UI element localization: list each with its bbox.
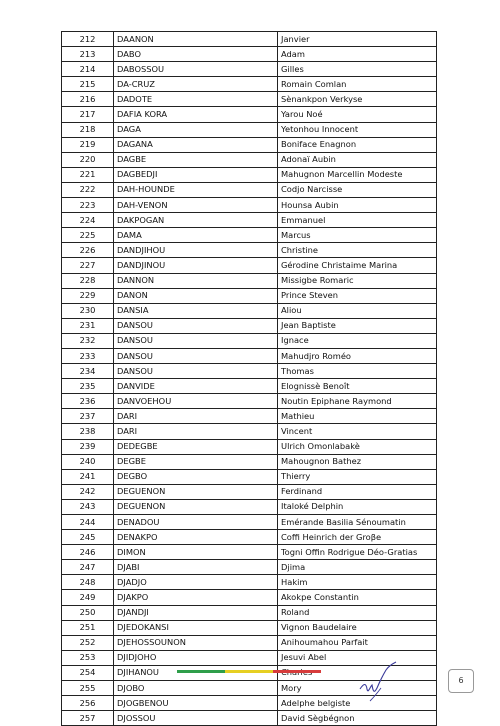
first-names: Aliou bbox=[278, 303, 437, 318]
table-row bbox=[62, 182, 437, 197]
first-names: Prince Steven bbox=[278, 288, 437, 303]
table-row bbox=[62, 394, 437, 409]
row-number: 222 bbox=[62, 182, 114, 197]
table-row bbox=[62, 469, 437, 484]
flag-stripe-yellow bbox=[225, 670, 273, 673]
table-row bbox=[62, 303, 437, 318]
row-number: 246 bbox=[62, 545, 114, 560]
first-names: Missigbe Romaric bbox=[278, 273, 437, 288]
first-names: Mahugnon Marcellin Modeste bbox=[278, 167, 437, 182]
table-row bbox=[62, 560, 437, 575]
first-names: Hakim bbox=[278, 575, 437, 590]
table-row bbox=[62, 454, 437, 469]
row-number: 219 bbox=[62, 137, 114, 152]
first-names: Djima bbox=[278, 560, 437, 575]
table-row bbox=[62, 288, 437, 303]
last-name: DJEDOKANSI bbox=[114, 620, 278, 635]
last-name: DJEHOSSOUNON bbox=[114, 635, 278, 650]
first-names: Mahudjro Roméo bbox=[278, 348, 437, 363]
row-number: 250 bbox=[62, 605, 114, 620]
last-name: DEDEGBE bbox=[114, 439, 278, 454]
table-row bbox=[62, 273, 437, 288]
row-number: 231 bbox=[62, 318, 114, 333]
last-name: DAGA bbox=[114, 122, 278, 137]
row-number: 233 bbox=[62, 348, 114, 363]
row-number: 236 bbox=[62, 394, 114, 409]
table-row bbox=[62, 575, 437, 590]
flag-stripe-green bbox=[177, 670, 225, 673]
row-number: 251 bbox=[62, 620, 114, 635]
row-number: 238 bbox=[62, 424, 114, 439]
first-names: Marcus bbox=[278, 228, 437, 243]
row-number: 241 bbox=[62, 469, 114, 484]
row-number: 229 bbox=[62, 288, 114, 303]
row-number: 247 bbox=[62, 560, 114, 575]
first-names: Jesuvi Abel bbox=[278, 650, 437, 665]
last-name: DANSOU bbox=[114, 318, 278, 333]
table-row bbox=[62, 122, 437, 137]
row-number: 244 bbox=[62, 515, 114, 530]
first-names: Adonaï Aubin bbox=[278, 152, 437, 167]
first-names: Romain Comlan bbox=[278, 77, 437, 92]
row-number: 249 bbox=[62, 590, 114, 605]
last-name: DADOTE bbox=[114, 92, 278, 107]
row-number: 254 bbox=[62, 665, 114, 680]
row-number: 237 bbox=[62, 409, 114, 424]
row-number: 226 bbox=[62, 243, 114, 258]
table-row bbox=[62, 318, 437, 333]
table-row bbox=[62, 530, 437, 545]
table-row bbox=[62, 484, 437, 499]
row-number: 221 bbox=[62, 167, 114, 182]
last-name: DABOSSOU bbox=[114, 62, 278, 77]
last-name: DAGBE bbox=[114, 152, 278, 167]
first-names: Yarou Noé bbox=[278, 107, 437, 122]
last-name: DENAKPO bbox=[114, 530, 278, 545]
last-name: DJANDJI bbox=[114, 605, 278, 620]
first-names: Adam bbox=[278, 47, 437, 62]
first-names: Mathieu bbox=[278, 409, 437, 424]
table-row bbox=[62, 62, 437, 77]
table-row bbox=[62, 137, 437, 152]
row-number: 243 bbox=[62, 499, 114, 514]
row-number: 218 bbox=[62, 122, 114, 137]
first-names: Mory bbox=[278, 681, 437, 696]
row-number: 220 bbox=[62, 152, 114, 167]
last-name: DANDJINOU bbox=[114, 258, 278, 273]
first-names: Togni Offin Rodrigue Déo-Gratias bbox=[278, 545, 437, 560]
row-number: 235 bbox=[62, 379, 114, 394]
table-row bbox=[62, 439, 437, 454]
last-name: DAKPOGAN bbox=[114, 213, 278, 228]
first-names: Akokpe Constantin bbox=[278, 590, 437, 605]
first-names: Sènankpon Verkyse bbox=[278, 92, 437, 107]
last-name: DANDJIHOU bbox=[114, 243, 278, 258]
first-names: Adelphe belgiste bbox=[278, 696, 437, 711]
first-names: Janvier bbox=[278, 32, 437, 47]
table-row bbox=[62, 499, 437, 514]
last-name: DENADOU bbox=[114, 515, 278, 530]
table-row bbox=[62, 348, 437, 363]
first-names: Elognissè Benoît bbox=[278, 379, 437, 394]
first-names: Coffi Heinrich der Groβe bbox=[278, 530, 437, 545]
table-row bbox=[62, 379, 437, 394]
last-name: DJAKPO bbox=[114, 590, 278, 605]
table-row bbox=[62, 47, 437, 62]
table-row bbox=[62, 213, 437, 228]
first-names: Codjo Narcisse bbox=[278, 182, 437, 197]
first-names: Yetonhou Innocent bbox=[278, 122, 437, 137]
first-names: Jean Baptiste bbox=[278, 318, 437, 333]
table-row bbox=[62, 409, 437, 424]
first-names: Noutin Epiphane Raymond bbox=[278, 394, 437, 409]
row-number: 257 bbox=[62, 711, 114, 726]
table-row bbox=[62, 605, 437, 620]
table-row bbox=[62, 545, 437, 560]
first-names: Mahougnon Bathez bbox=[278, 454, 437, 469]
last-name: DJOGBENOU bbox=[114, 696, 278, 711]
first-names: Ignace bbox=[278, 333, 437, 348]
last-name: DJABI bbox=[114, 560, 278, 575]
last-name: DAFIA KORA bbox=[114, 107, 278, 122]
last-name: DJOSSOU bbox=[114, 711, 278, 726]
table-row bbox=[62, 167, 437, 182]
table-row bbox=[62, 635, 437, 650]
row-number: 217 bbox=[62, 107, 114, 122]
page-number: 6 bbox=[448, 669, 474, 693]
first-names: Christine bbox=[278, 243, 437, 258]
table-row bbox=[62, 152, 437, 167]
table-row bbox=[62, 620, 437, 635]
last-name: DANVIDE bbox=[114, 379, 278, 394]
last-name: DANSOU bbox=[114, 333, 278, 348]
row-number: 252 bbox=[62, 635, 114, 650]
first-names: Roland bbox=[278, 605, 437, 620]
row-number: 242 bbox=[62, 484, 114, 499]
row-number: 215 bbox=[62, 77, 114, 92]
last-name: DANVOEHOU bbox=[114, 394, 278, 409]
last-name: DEGUENON bbox=[114, 484, 278, 499]
last-name: DJIHANOU bbox=[114, 665, 278, 680]
row-number: 234 bbox=[62, 364, 114, 379]
row-number: 214 bbox=[62, 62, 114, 77]
row-number: 256 bbox=[62, 696, 114, 711]
flag-stripe-red bbox=[273, 670, 321, 673]
table-row bbox=[62, 92, 437, 107]
first-names: Vincent bbox=[278, 424, 437, 439]
table-row bbox=[62, 228, 437, 243]
table-row bbox=[62, 711, 437, 726]
last-name: DAH-VENON bbox=[114, 198, 278, 213]
row-number: 212 bbox=[62, 32, 114, 47]
row-number: 248 bbox=[62, 575, 114, 590]
first-names: David Sègbégnon bbox=[278, 711, 437, 726]
first-names: Anihoumahou Parfait bbox=[278, 635, 437, 650]
table-row bbox=[62, 77, 437, 92]
row-number: 232 bbox=[62, 333, 114, 348]
table-row bbox=[62, 333, 437, 348]
last-name: DABO bbox=[114, 47, 278, 62]
first-names: Gérodine Christaime Marina bbox=[278, 258, 437, 273]
table-row bbox=[62, 32, 437, 47]
last-name: DARI bbox=[114, 409, 278, 424]
last-name: DANON bbox=[114, 288, 278, 303]
row-number: 224 bbox=[62, 213, 114, 228]
last-name: DANSOU bbox=[114, 348, 278, 363]
last-name: DANSIA bbox=[114, 303, 278, 318]
roster-table bbox=[61, 31, 437, 726]
last-name: DANNON bbox=[114, 273, 278, 288]
row-number: 223 bbox=[62, 198, 114, 213]
row-number: 240 bbox=[62, 454, 114, 469]
last-name: DJIDJOHO bbox=[114, 650, 278, 665]
table-row bbox=[62, 258, 437, 273]
row-number: 227 bbox=[62, 258, 114, 273]
row-number: 239 bbox=[62, 439, 114, 454]
table-row bbox=[62, 198, 437, 213]
table-row bbox=[62, 243, 437, 258]
last-name: DIMON bbox=[114, 545, 278, 560]
row-number: 255 bbox=[62, 681, 114, 696]
last-name: DA-CRUZ bbox=[114, 77, 278, 92]
first-names: Ferdinand bbox=[278, 484, 437, 499]
signature-initials bbox=[356, 661, 400, 703]
row-number: 230 bbox=[62, 303, 114, 318]
table-row bbox=[62, 515, 437, 530]
first-names: Italoké Delphin bbox=[278, 499, 437, 514]
first-names: Boniface Enagnon bbox=[278, 137, 437, 152]
last-name: DARI bbox=[114, 424, 278, 439]
table-row bbox=[62, 364, 437, 379]
first-names: Thomas bbox=[278, 364, 437, 379]
row-number: 253 bbox=[62, 650, 114, 665]
last-name: DANSOU bbox=[114, 364, 278, 379]
last-name: DAANON bbox=[114, 32, 278, 47]
last-name: DJOBO bbox=[114, 681, 278, 696]
first-names: Emmanuel bbox=[278, 213, 437, 228]
last-name: DAH-HOUNDE bbox=[114, 182, 278, 197]
first-names: Hounsa Aubin bbox=[278, 198, 437, 213]
row-number: 225 bbox=[62, 228, 114, 243]
row-number: 228 bbox=[62, 273, 114, 288]
last-name: DAGANA bbox=[114, 137, 278, 152]
last-name: DAMA bbox=[114, 228, 278, 243]
row-number: 245 bbox=[62, 530, 114, 545]
last-name: DEGBO bbox=[114, 469, 278, 484]
table-row bbox=[62, 590, 437, 605]
last-name: DAGBEDJI bbox=[114, 167, 278, 182]
table-row bbox=[62, 424, 437, 439]
first-names: Vignon Baudelaire bbox=[278, 620, 437, 635]
last-name: DEGUENON bbox=[114, 499, 278, 514]
first-names: Gilles bbox=[278, 62, 437, 77]
row-number: 216 bbox=[62, 92, 114, 107]
roster-body bbox=[62, 32, 437, 726]
first-names: Emérande Basilia Sénoumatin bbox=[278, 515, 437, 530]
first-names: Thierry bbox=[278, 469, 437, 484]
last-name: DEGBE bbox=[114, 454, 278, 469]
first-names: Ulrich Omonlabakè bbox=[278, 439, 437, 454]
table-row bbox=[62, 107, 437, 122]
last-name: DJADJO bbox=[114, 575, 278, 590]
row-number: 213 bbox=[62, 47, 114, 62]
